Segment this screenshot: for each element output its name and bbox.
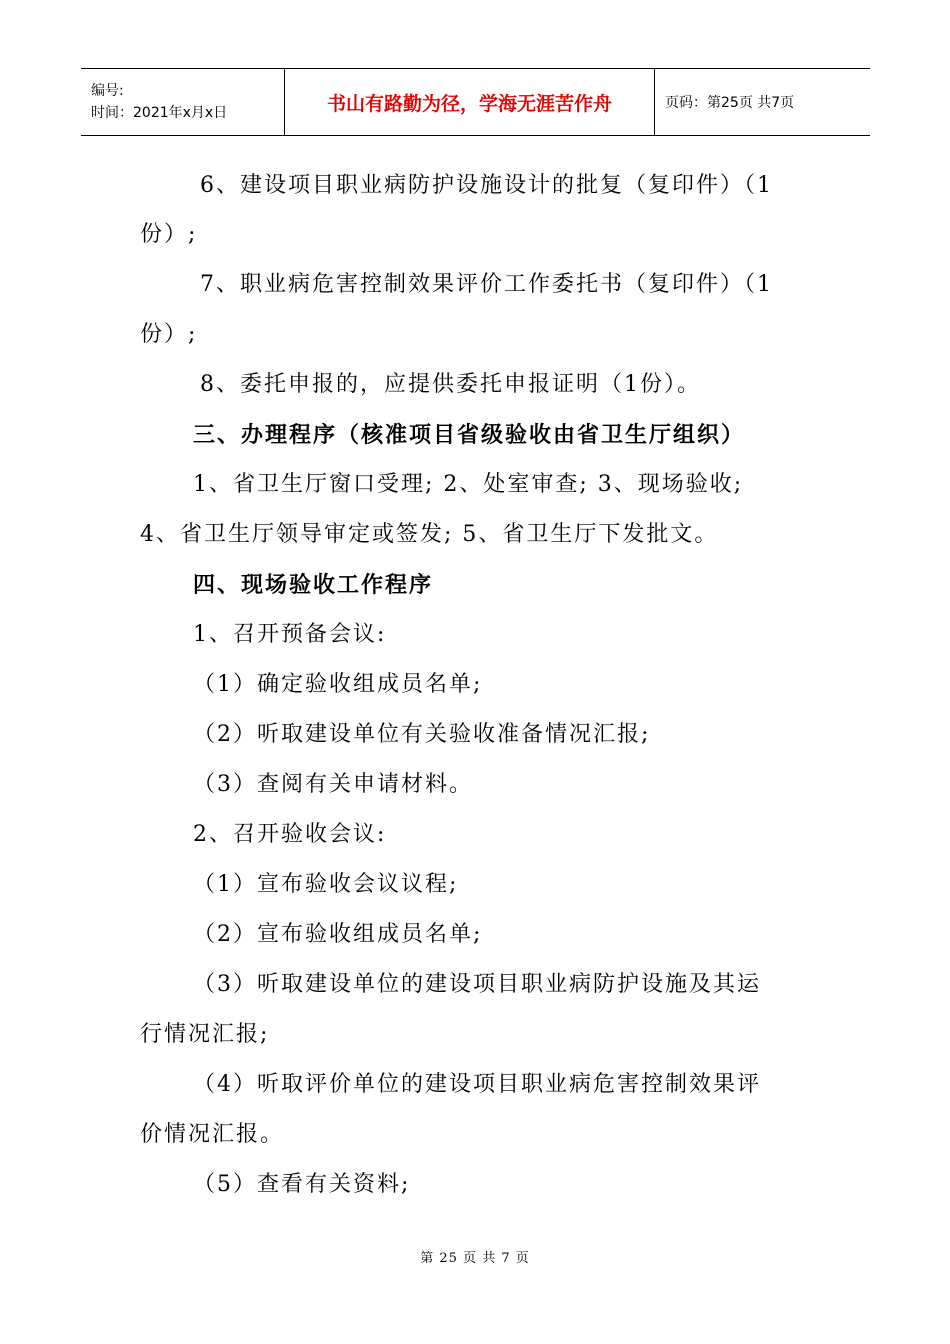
paragraph: （4）听取评价单位的建设项目职业病危害控制效果评 xyxy=(193,1072,761,1097)
page-footer: 第 25 页 共 7 页 xyxy=(420,1251,530,1266)
document-header xyxy=(81,68,870,136)
paragraph: （1）宣布验收会议议程; xyxy=(193,872,459,897)
paragraph: 4、省卫生厅领导审定或签发; 5、省卫生厅下发批文。 xyxy=(140,522,719,547)
header-meta xyxy=(81,69,284,135)
paragraph: 7、职业病危害控制效果评价工作委托书（复印件）（1 xyxy=(200,272,773,297)
paragraph: 份）; xyxy=(140,322,198,347)
paragraph: （1）确定验收组成员名单; xyxy=(193,672,483,697)
paragraph: 6、建设项目职业病防护设施设计的批复（复印件）（1 xyxy=(200,173,773,198)
paragraph: 1、召开预备会议: xyxy=(193,622,387,647)
paragraph: 行情况汇报; xyxy=(140,1022,270,1047)
section-heading: 四、现场验收工作程序 xyxy=(193,572,434,598)
paragraph: （3）听取建设单位的建设项目职业病防护设施及其运 xyxy=(193,972,761,997)
paragraph: 2、召开验收会议: xyxy=(193,822,387,847)
section-heading: 三、办理程序（核准项目省级验收由省卫生厅组织） xyxy=(193,422,746,448)
paragraph: （2）听取建设单位有关验收准备情况汇报; xyxy=(193,722,651,747)
paragraph: （2）宣布验收组成员名单; xyxy=(193,922,483,947)
paragraph: （3）查阅有关申请材料。 xyxy=(193,772,473,797)
paragraph: 价情况汇报。 xyxy=(140,1122,285,1147)
header-page-info: 页码：第25页 共7页 xyxy=(665,95,795,111)
paragraph: 8、委托申报的，应提供委托申报证明（1份）。 xyxy=(200,372,701,397)
time-label: 时间：2021年x月x日 xyxy=(91,105,228,121)
paragraph: 份）; xyxy=(140,222,198,247)
paragraph: 1、省卫生厅窗口受理; 2、处室审查; 3、现场验收; xyxy=(193,472,744,497)
number-label: 编号: xyxy=(91,83,124,99)
header-motto: 书山有路勤为径，学海无涯苦作舟 xyxy=(284,69,655,135)
paragraph: （5）查看有关资料; xyxy=(193,1172,411,1197)
